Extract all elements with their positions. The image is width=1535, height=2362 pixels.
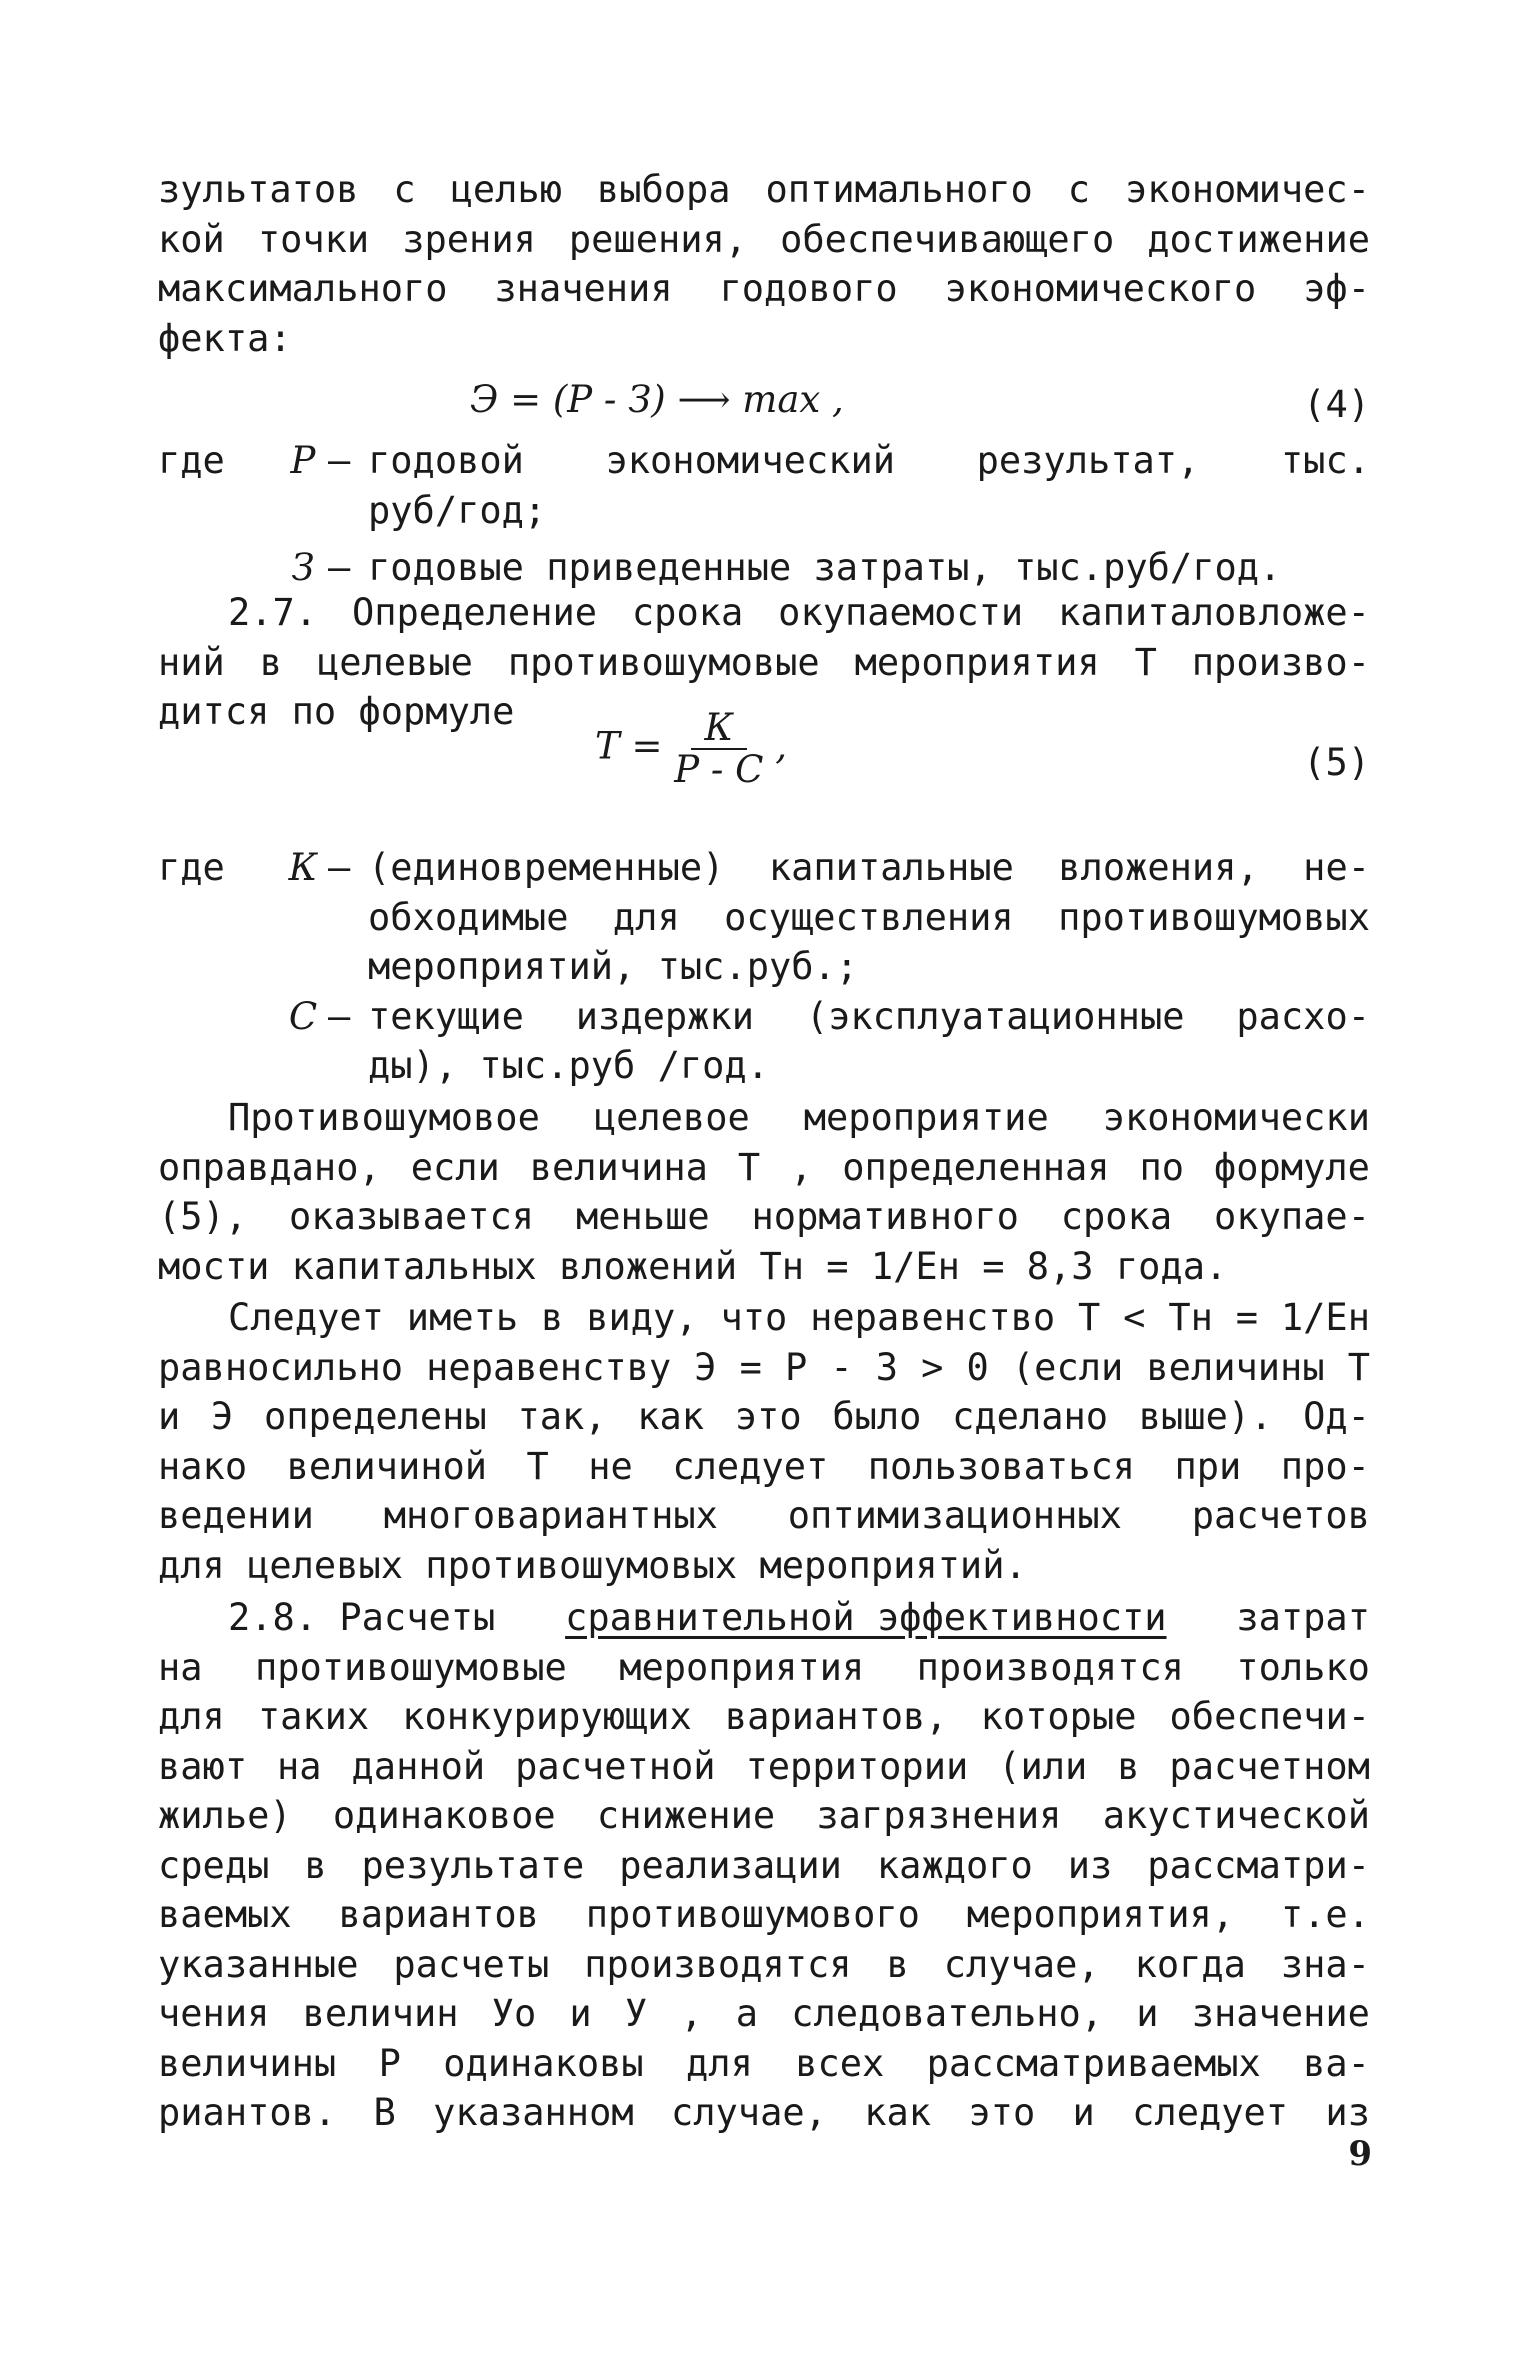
dash: – — [328, 439, 351, 482]
equation-5-tail: , — [775, 724, 787, 768]
dash: – — [328, 994, 351, 1038]
text-line: дится по формуле — [158, 690, 515, 733]
term-p: Р — [290, 439, 316, 482]
where-label: где — [158, 846, 225, 889]
paragraph-note — [158, 1293, 1370, 1590]
text-line: кой точки зрения решения, обеспечивающего достижение — [158, 217, 1370, 261]
equation-4-number: (4) — [1303, 383, 1370, 426]
definition-text: годовые приведенные затраты, тыс.руб/год. — [368, 546, 1282, 589]
text-line: зультатов с целью выбора оптимального с экономичес- — [158, 168, 1370, 211]
text-line: ний в целевые противошумовые мероприятия Т произво- — [158, 640, 1370, 684]
text-line: оправдано, если величина Т , определенная по формуле — [158, 1145, 1370, 1189]
text-line: Следует иметь в виду, что неравенство Т < Тн = 1/Ен — [228, 1296, 1370, 1339]
term-c: С — [288, 994, 318, 1038]
definitions-eq5 — [158, 843, 1370, 1091]
definition-text: мероприятий, тыс.руб.; — [368, 945, 859, 988]
text-line: равносильно неравенству Э = Р - З > 0 (если величины Т — [158, 1345, 1370, 1389]
dash: – — [328, 546, 351, 589]
paragraph-justification — [158, 1093, 1370, 1291]
text-line: мости капитальных вложений Тн = 1/Ен = 8,3 года. — [158, 1244, 1228, 1288]
text-line: для таких конкурирующих вариантов, которые обеспечи- — [158, 1695, 1370, 1738]
definition-text: текущие издержки (эксплуатационные расхо- — [368, 994, 1370, 1038]
text-line: вают на данной расчетной территории (или в расчетном — [158, 1744, 1370, 1788]
equation-5-number: (5) — [1303, 741, 1370, 784]
text-line: (5), оказывается меньше нормативного срока окупае- — [158, 1195, 1370, 1238]
dash: – — [328, 846, 351, 889]
equation-5 — [595, 708, 787, 790]
text-line: нако величиной Т не следует пользоваться при про- — [158, 1444, 1370, 1488]
definition-text: ды), тыс.руб /год. — [368, 1044, 769, 1087]
definition-text: (единовременные) капитальные вложения, не- — [368, 846, 1370, 889]
term-k: К — [288, 846, 318, 889]
paragraph-intro — [158, 165, 1370, 363]
definition-text: руб/год; — [368, 488, 547, 532]
text-line: и Э определены так, как это было сделано выше). Од- — [158, 1395, 1370, 1438]
definition-text: годовой экономический результат, тыс. — [368, 439, 1370, 482]
text-line: указанные расчеты производятся в случае, когда зна- — [158, 1942, 1370, 1986]
text-line: среды в результате реализации каждого из рассматри- — [158, 1843, 1370, 1887]
text-line: 2.7. Определение срока окупаемости капиталовложе- — [228, 591, 1370, 634]
text-line: риантов. В указанном случае, как это и следует из — [158, 2091, 1370, 2134]
equation-5-numerator: К — [691, 708, 748, 750]
definitions-eq4 — [158, 436, 1370, 593]
text-line: ваемых вариантов противошумового мероприятия, т.е. — [158, 1893, 1370, 1936]
definition-k — [158, 843, 1370, 992]
definition-text: обходимые для осуществления противошумовых — [368, 895, 1370, 939]
definition-c — [158, 992, 1370, 1091]
text-line: величины Р одинаковы для всех рассматриваемых ва- — [158, 2041, 1370, 2085]
where-label: где — [158, 439, 225, 482]
text-line: Противошумовое целевое мероприятие экономически — [228, 1096, 1370, 1139]
equation-5-denominator: Р - С — [674, 748, 764, 791]
text-line: чения величин Уо и У , а следовательно, и значение — [158, 1992, 1370, 2035]
text-line: жилье) одинаковое снижение загрязнения акустической — [158, 1794, 1370, 1837]
definition-p — [158, 436, 1370, 535]
underlined-term: сравнительной эффективности — [565, 1596, 1167, 1639]
text-line: фекта: — [158, 316, 292, 360]
term-z: З — [291, 546, 315, 589]
text-line: ведении многовариантных оптимизационных расчетов — [158, 1494, 1370, 1537]
equation-5-lhs: Т = — [595, 724, 663, 768]
page-number: 9 — [1348, 2134, 1372, 2174]
equation-4: Э = (Р - З) ⟶ max , — [470, 378, 844, 421]
text-line: максимального значения годового экономического эф- — [158, 267, 1370, 310]
definition-z — [158, 543, 1370, 593]
paragraph-2-8 — [158, 1593, 1370, 2138]
text-line: 2.8. Расчеты сравнительной эффективности затрат — [158, 1593, 1370, 1643]
text-line: для целевых противошумовых мероприятий. — [158, 1543, 1027, 1587]
text-line: на противошумовые мероприятия производятся только — [158, 1645, 1370, 1689]
equation-5-fraction — [674, 708, 763, 790]
